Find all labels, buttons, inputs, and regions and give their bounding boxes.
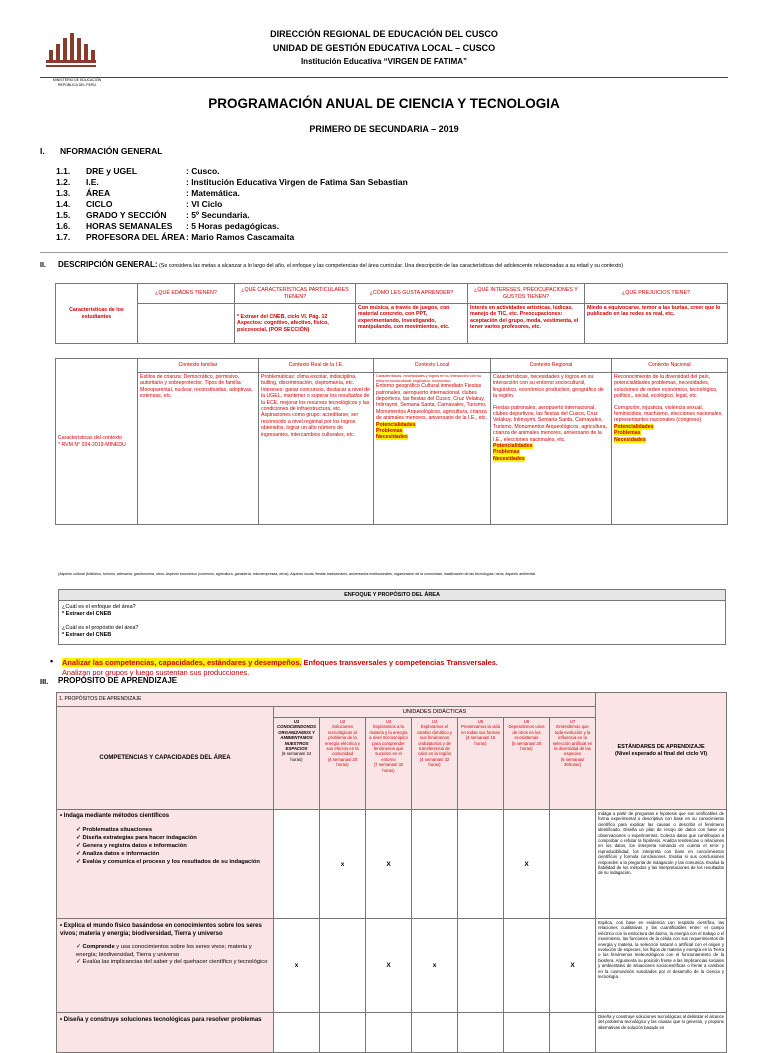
tag-necesidades: Necesidades [376,434,408,441]
unit-mark: X [366,810,412,919]
unit-mark: x [320,810,366,919]
section-1-number: I. [40,146,45,156]
tag-problemas: Problemas [376,428,403,435]
students-table [55,283,728,344]
competency-title: • Diseña y construye soluciones tecnológicas para resolver problemas [60,1017,262,1023]
comp-cell-disena [57,1013,274,1053]
context-local-note: Características, necesidades y logros en su interacción con su entorno sociocultural, lingüístico, económico [376,374,482,383]
info-row: 1.2. I.E. : Institución Educativa Virgen de Fatima San Sebastian [56,177,408,187]
students-cell: * Extraer del CNEB, ciclo VI. Pág. 12 Aspectos: cognitivo, afectivo, físico, psicosocial. (POR SECCIÓN) [235,304,356,344]
std-header: ESTÁNDARES DE APRENDIZAJE [617,744,705,750]
info-row: 1.5. GRADO Y SECCIÓN : 5º Secundaria. [56,210,250,220]
comp-cell-indaga [57,810,274,919]
comp-cell-explica [57,919,274,1013]
students-cell [138,304,235,344]
unit-mark [320,1013,366,1053]
header-line-3: Institución Educativa “VIRGEN DE FATIMA” [300,57,468,66]
tag-necesidades: Necesidades [614,436,646,443]
bullet-line-2: Analizan por grupos y luego sustentan sus producciones. [62,668,250,677]
unit-mark [458,810,504,919]
header-divider [40,77,728,78]
competency-title: • Indaga mediante métodos científicos [60,813,170,819]
unit-header-cell: U3 Exploramos a la materia y la energía a nivel microscópico para comprender fenómenos que suceden en el entorno (7 semanas/ 32 horas) [366,718,412,810]
std-header-cell [596,693,727,810]
unit-mark [274,1013,320,1053]
header-line-1: DIRECCIÓN REGIONAL DE EDUCACIÓN DEL CUSCO [270,29,498,39]
unit-header-cell: U7 Entendemos que toda evolución y la influencia en la selección artificial en la diversidad de las especies (6 semanas/ 36horas) [550,718,596,810]
capacity-item: ✓ Genera y registra datos e información [76,843,187,849]
section-3-number: III. [40,677,49,686]
enfoque-header: ENFOQUE Y PROPÓSITO DEL ÁREA [59,590,726,601]
context-nacional-2: Corrupción, injusticia, violencia sexual, feminicidios, machismo, elecciones nacionales, representantes nacionales (congreso) [614,404,723,424]
info-row: 1.4. CICLO : VI Ciclo [56,199,223,209]
students-header: ¿QUÉ EDADES TIENEN? [138,284,235,304]
capacity-item: ✓ Evalúa las implicancias del saber y del quehacer científico y tecnológico [76,959,268,965]
tag-potencialidades: Potencialidades [614,423,654,430]
unit-mark [366,1013,412,1053]
enfoque-table [58,589,726,645]
info-row: 1.7. PROFESORA DEL ÁREA : Mario Ramos Cascamaita [56,232,295,242]
unit-mark: x [412,919,458,1013]
context-local-cell [374,373,491,525]
section-3-title: PROPÓSITO DE APRENDIZAJE [58,676,178,685]
comp-header: COMPETENCIAS Y CAPACIDADES DEL ÁREA [57,707,274,810]
context-label-note: * RVM N° 024-2019-MINEDU [58,441,126,448]
info-row: 1.6. HORAS SEMANALES : 5 Horas pedagógicas. [56,221,280,231]
unit-mark [504,1013,550,1053]
context-header: Contexto Real de la I.E. [259,359,374,373]
context-header: Contexto Nacional [612,359,728,373]
unit-header-cell: U6 Dependemos unos de otros en los ecosistemas (5 semanas/ 20 horas) [504,718,550,810]
unit-mark [412,1013,458,1053]
purpose-table [56,692,727,1053]
unit-mark [412,810,458,919]
unit-mark: X [366,919,412,1013]
students-header: ¿QUÉ INTERESES, PREOCUPACIONES Y GUSTOS TIENEN? [468,284,585,304]
standard-text: Explica, con base en evidencia con respaldo científico, las relaciones cualitativas y las cuantificables entre: el campo eléctrico con la estructura del átomo, la energía con el trabajo o el movimiento, las funciones de la célula con sus requerimientos de energía y materia, la selección natural o artificial con el origen y evolución de especies, los flujos de materia y energía en la Tierra o los fenómenos meteorológicos con el funcionamiento de la biosfera. Argumenta su posición frente a las implicancias sociales y ambientales de situaciones sociocientíficas o frente a cambios en la cosmovisión suscitados por el desarrollo de la ciencia y tecnología. [596,919,727,1013]
capacity-item: ✓ Analiza datos e información [76,851,160,857]
standard-text: Indaga a partir de preguntas e hipótesis que son verificables de forma experimental o descriptiva con base en su conocimiento científico para explicar las causas o describir el fenómeno identificado. Diseña un plan de recojo de datos con base en observaciones o experimentos. Colecta datos que contribuyan a comprobar o refutar la hipótesis. Analiza tendencias o relaciones en los datos, los interpreta tomando en cuenta el error y reproducibilidad, los interpreta con base en conocimientos científicos y formula conclusiones. Evalúa si sus conclusiones responden a la pregunta de indagación y las comunica. Evalúa la fiabilidad de los métodos y las interpretaciones de los resultados de su indagación. [596,810,727,919]
section-2-number: II. [40,262,46,269]
students-header: ¿QUÉ PREJUICIOS TIENE? [585,284,728,304]
students-cell: Con música, a través de juegos, con material concreto, con PPT, experimentando, investigando, manipulando, con movimientos, etc. [356,304,468,344]
enfoque-q2: ¿Cuál es el propósito del área? [62,625,139,631]
section-2-heading: DESCRIPCIÓN GENERAL: (Se considera las metas a alcanzar a lo largo del año, el enfoque y las competencias del área curricular. Una descripción de las características del adolescente relacionadas a su edad y su contexto) [58,260,624,269]
unit-mark [274,810,320,919]
context-table [55,358,728,525]
page-title: PROGRAMACIÓN ANUAL DE CIENCIA Y TECNOLOGIA [208,96,560,111]
bullet-icon: • [50,656,54,666]
purpose-top-label: 1. PROPÓSITOS DE APRENDIZAJE [57,693,596,707]
header-line-2: UNIDAD DE GESTIÓN EDUCATIVA LOCAL – CUSCO [272,43,496,53]
general-info-list [56,166,408,243]
unit-mark: X [504,810,550,919]
context-nacional: Reconocimiento de la diversidad del país, potencialidades problemas, necesidades, soluciones de orden económico, tecnológico, político,, social, ecológico, legal, etc. [614,374,718,400]
context-regional-cell [491,373,612,525]
context-local: Entorno geográfico Cultural inmediato Fiestas patronales, aeropuerto internacional, clubes deportivos, las fiestas del Cusco, Cruz Velakuy, Intirraymi, Semana Santa, Carnavales, Turismo, Monumentos Arqueológicos, agricultura, crianza de animales menores, aniversario de la I.E., etc. [376,383,488,422]
bullet-highlight: Analizar las competencias, capacidades, estándares y desempeños. [62,658,302,667]
context-label: Características del contexto [58,435,123,442]
standard-text: Diseña y construye soluciones tecnológicas al delimitar el alcance del problema tecnológico y las causas que lo generan, y propone alternativas de solución basado en [596,1013,727,1053]
students-cell: Miedo a equivocarse, temor a las burlas, creer que lo publicado en las redes es real, etc. [585,304,728,344]
unit-header-cell: U2 Soluciones tecnológicas al problema de la energía eléctrica y sus efectos en la comunidad (4 semanas/ 20 horas) [320,718,366,810]
capacity-item: ✓ Problematiza situaciones [76,827,153,833]
enfoque-body [59,601,726,645]
context-header: Contexto Local [374,359,491,373]
unit-header-cell: U4 Exploramos el cambio climático y sus fenómenos ondulatorios y de transferencia de calor en la región (4 semanas/ 32 horas) [412,718,458,810]
units-header: UNIDADES DIDÁCTICAS [274,707,596,718]
unit-header-cell: U1 CONOCIENDONOS ORGANIZAMOS Y AMBIENTAMOS NUESTROS ESPACIOS (6 semanas/ 24 horas) [274,718,320,810]
unit-mark [458,919,504,1013]
capacity-item: ✓ Diseña estrategias para hacer indagación [76,835,197,841]
tag-potencialidades: Potencialidades [376,421,416,428]
info-row: 1.1. DRE y UGEL : Cusco. [56,166,220,176]
capacity-item: ✓ Comprende y usa conocimientos sobre los seres vivos; materia y energía; biodiversidad, Tierra y universo [76,944,252,958]
section-1-title: NFORMACIÓN GENERAL [60,146,163,156]
tag-problemas: Problemas [493,449,520,456]
students-cell: Interés en actividades artísticas, lúdicas, manejo de TIC, etc. Preocupaciones: aceptación del grupo, moda, vestimenta, el tener varios profesores, etc. [468,304,585,344]
context-regional-2: Fiestas patronales, aeropuerto internacional, clubes deportivos, las fiestas del Cusco, Cruz Velakuy, Intirraymi, Semana Santa, Carnavales, Turismo, Monumentos Arqueológicos, agricultura, crianza de animales menores, aniversario de la I.E., elecciones nacionales, etc. [493,404,607,443]
enfoque-q2-note: * Extraer del CNEB [62,632,112,638]
context-label-cell [56,359,138,525]
unit-mark: x [274,919,320,1013]
context-real: Problemáticas: clima escolar, indisciplina, bulling, discriminación, cleptomanía, etc. Intereses: ganar concursos, destacar a nivel de la UGEL, mantener o superar los resultados de la ECE, mejorar los recursos tecnológicos y las condiciones de infraestructura, etc. Aspiraciones como grupo: acreditarse, ser reconocido a nivel regional por los logros obtenidos, lograr un alto número de ingresantes, intercambios culturales, etc. [259,373,374,525]
enfoque-q1: ¿Cuál es el enfoque del área? [62,604,136,610]
capacity-item: ✓ Evalúa y comunica el proceso y los resultados de su indagación [76,859,260,865]
unit-mark [504,919,550,1013]
std-header-sub: (Nivel esperado al final del ciclo VI) [615,751,708,757]
tag-potencialidades: Potencialidades [493,443,533,450]
tag-problemas: Problemas [614,430,641,437]
aspects-note: (Aspecto cultural (folklórico, turismo, artesanía, gastronomía, otros; Aspecto económico (comercio, agricultura, ganadería, microempresas, otros); Aspecto social; fiestas tradicionales, aniversarios institucionales, organización de la comunidad, masificación de las tecnologías, otros; Aspecto ambiental. [58,572,536,576]
context-familiar: Estilos de crianza: Democrático, permisivo, autoritario y sobreprotector. Tipos de familia: Monoparental, nuclear, reconstituidas, adoptivas, extensas, etc. [138,373,259,525]
bullet-text [62,658,732,678]
logo-caption: MINISTERIO DE EDUCACIÓN REPÚBLICA DEL PERÚ [52,78,102,87]
context-header: Contexto Regional [491,359,612,373]
students-label: Características de los estudiantes [56,284,138,344]
unit-mark [550,1013,596,1053]
competency-title: • Explica el mundo físico basándose en conocimientos sobre los seres vivos; materia y energía; biodiversidad, Tierra y universo [60,923,262,937]
unit-mark [320,919,366,1013]
enfoque-q1-note: * Extraer del CNEB [62,611,112,617]
students-header: ¿QUÉ CARACTERÍSTICAS PARTICULARES TIENEN? [235,284,356,304]
info-divider [40,252,728,253]
info-row: 1.3. ÁREA : Matemática. [56,188,240,198]
tag-necesidades: Necesidades [493,455,525,462]
students-header: ¿CÓMO LES GUSTA APRENDER? [356,284,468,304]
unit-header-cell: U5 Preservamos la vida en todas sus formas (4 semanas/ 16 horas) [458,718,504,810]
unit-mark: X [550,919,596,1013]
context-regional: Características, necesidades y logros en su interacción con su entorno sociocultural, lingüístico, económico productivo, geográfico de la región. [493,374,604,400]
unit-mark [550,810,596,919]
bullet-rest: Enfoques transversales y competencias Transversales. [301,658,498,667]
context-nacional-cell [612,373,728,525]
page-subtitle: PRIMERO DE SECUNDARIA – 2019 [309,124,459,134]
context-header: Contexto familiar [138,359,259,373]
unit-mark [458,1013,504,1053]
